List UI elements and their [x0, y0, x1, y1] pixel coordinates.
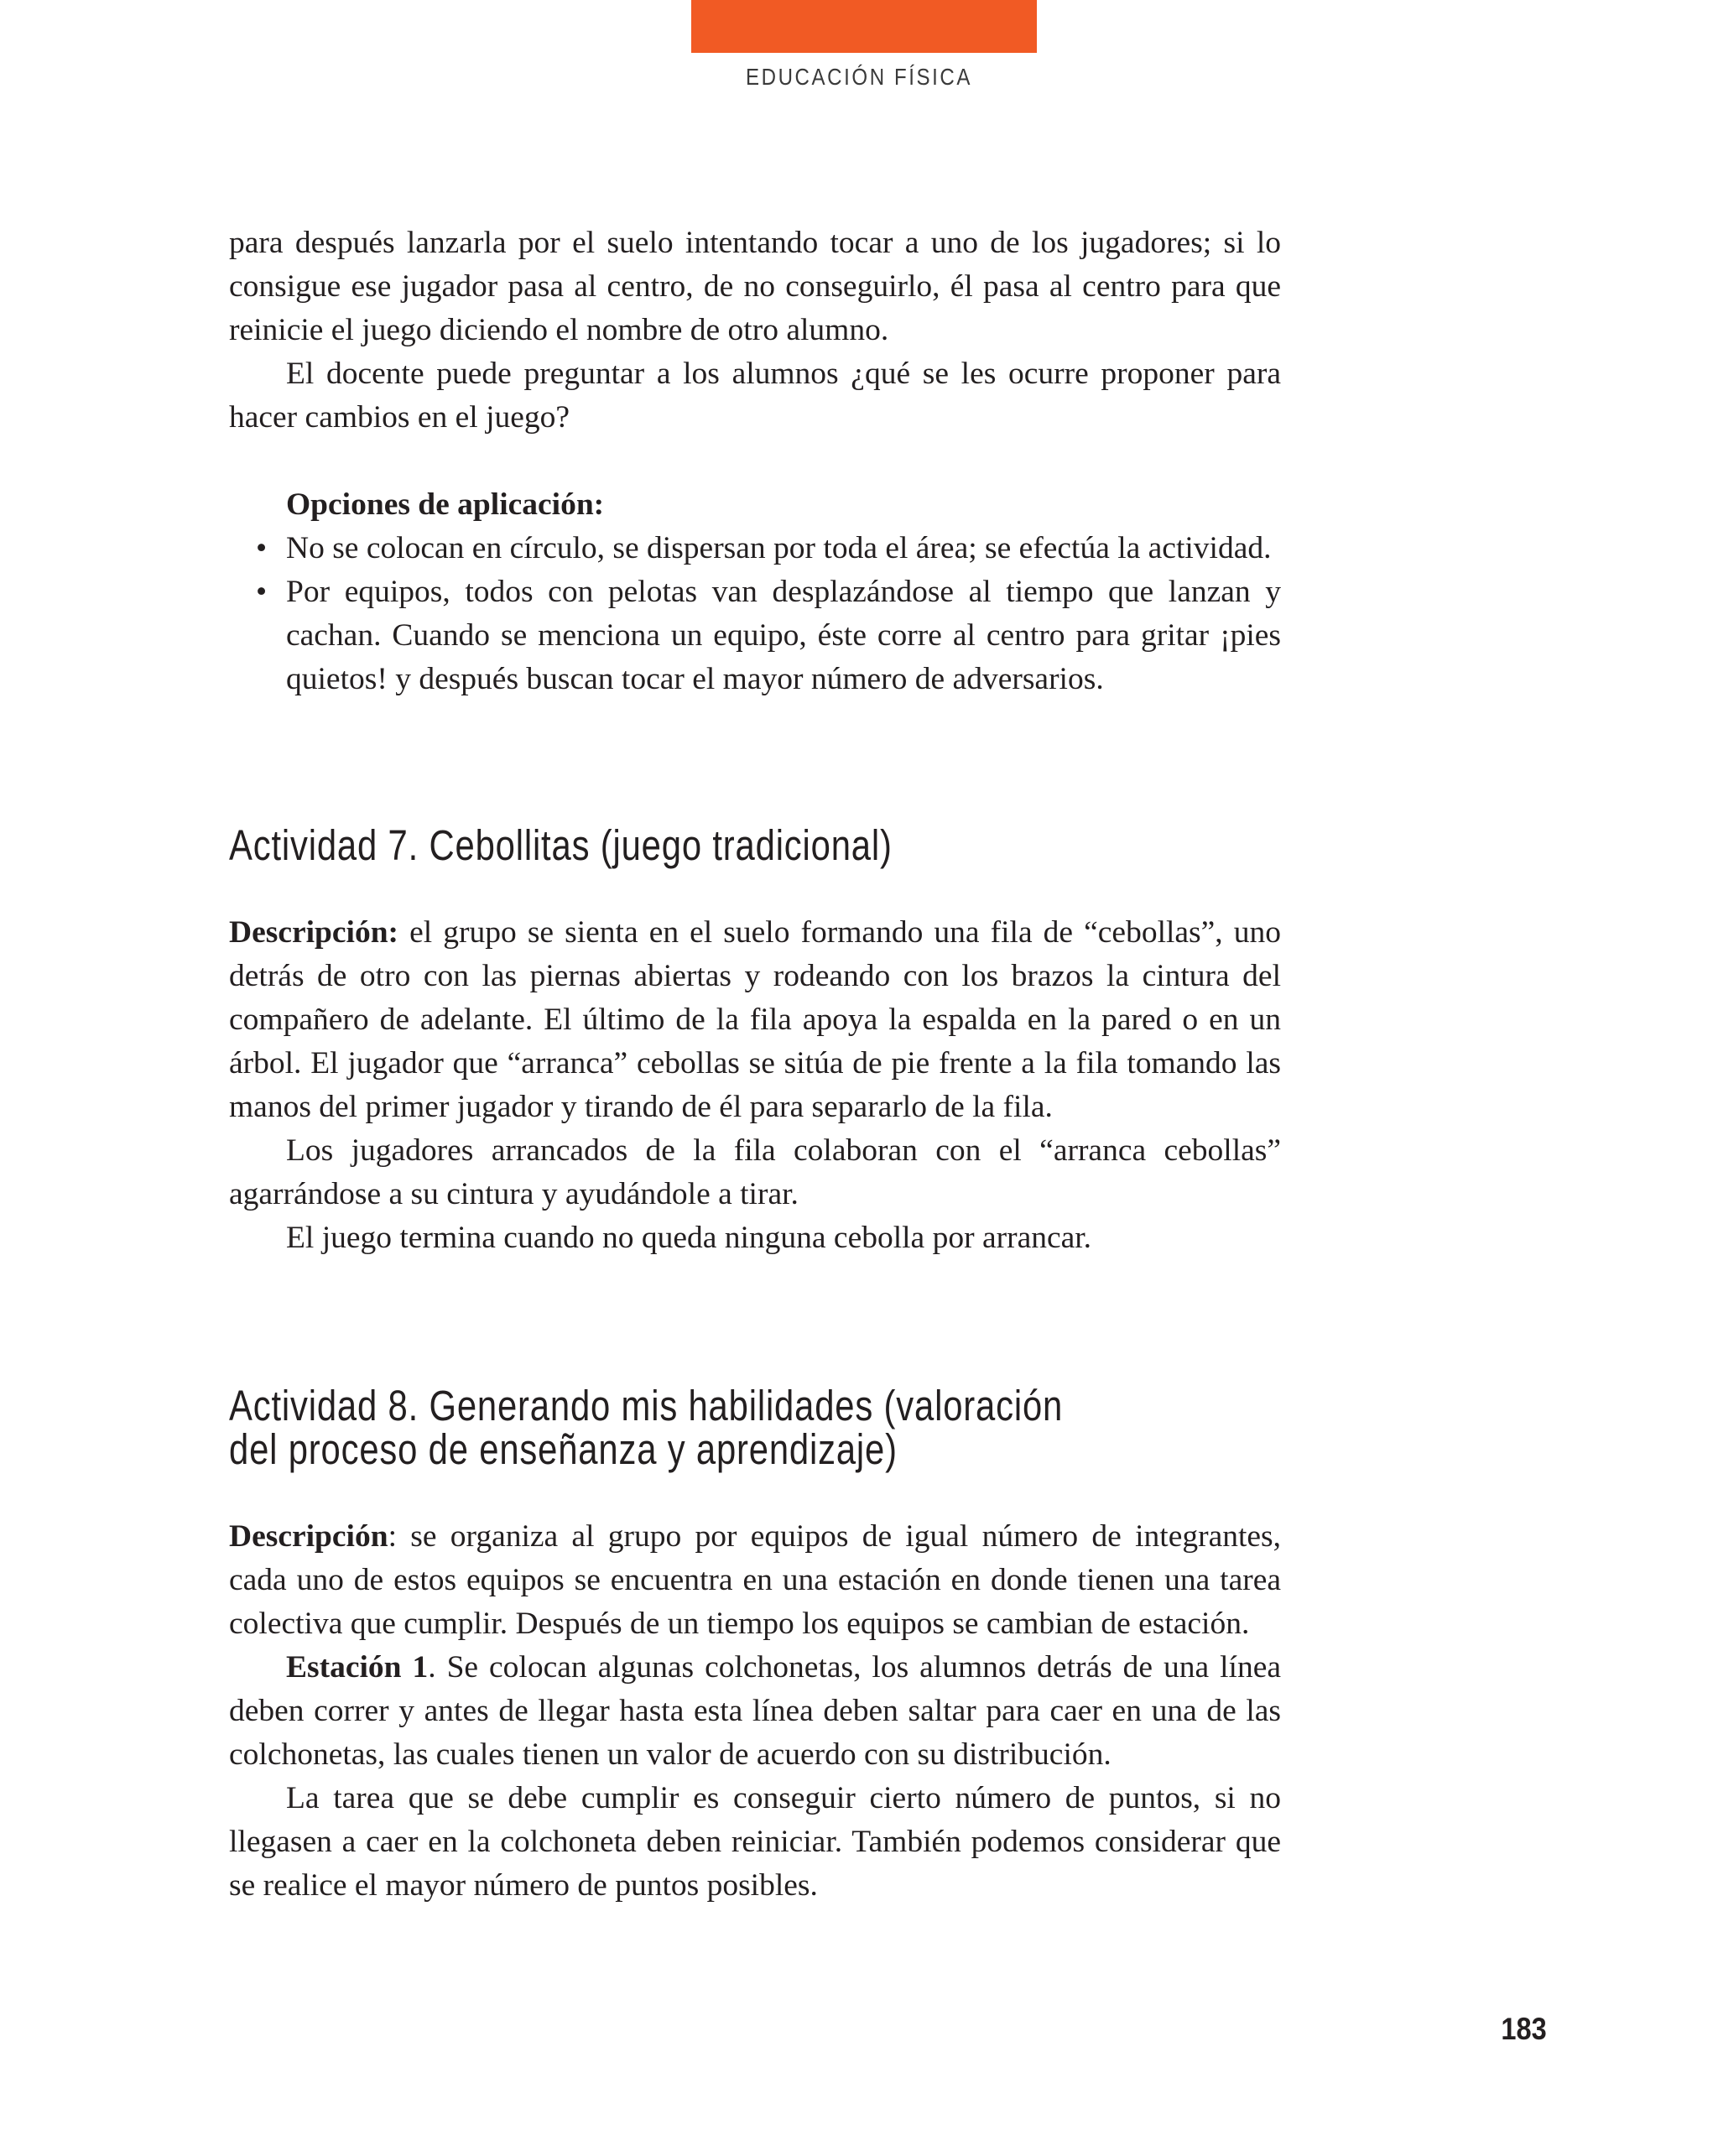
description-text: el grupo se sienta en el suelo formando una fila de “cebollas”, uno detrás de otro con las piernas abiertas y rodeando con los brazos la cintura del compañero de adelante. El último de la fila apoya la espalda en la pared o en un árbol. El jugador que “arranca” cebollas se sitúa de pie frente a la fila tomando las manos del primer jugador y tirando de él para separarlo de la fila. — [229, 915, 1281, 1124]
activity-8-station — [229, 1646, 1281, 1777]
activity-7-description — [229, 911, 1281, 1129]
list-item — [229, 527, 1281, 570]
list-item — [229, 570, 1281, 701]
page-body — [229, 221, 1281, 1908]
activity-7-heading: Actividad 7. Cebollitas (juego tradicional) — [229, 821, 893, 869]
activity-7-paragraph: Los jugadores arrancados de la fila colaboran con el “arranca cebollas” agarrándose a su cintura y ayudándole a tirar. — [229, 1133, 1281, 1211]
description-label: Descripción: — [229, 915, 399, 950]
station-label: Estación 1 — [286, 1650, 429, 1685]
activity-7-paragraph: El juego termina cuando no queda ninguna cebolla por arrancar. — [286, 1221, 1092, 1255]
activity-8-paragraph: La tarea que se debe cumplir es conseguir cierto número de puntos, si no llegasen a caer en la colchoneta deben reiniciar. También podemos considerar que se realice el mayor número de puntos posibles. — [229, 1781, 1281, 1903]
activity-8-heading — [229, 1384, 1261, 1471]
options-title: Opciones de aplicación: — [286, 487, 605, 522]
activity-8-description — [229, 1515, 1281, 1646]
list-item-text: No se colocan en círculo, se dispersan por toda el área; se efectúa la actividad. — [286, 531, 1272, 565]
header-accent-bar — [691, 0, 1037, 53]
running-header: EDUCACIÓN FÍSICA — [745, 64, 973, 90]
activity-8-heading-line: del proceso de enseñanza y aprendizaje) — [229, 1425, 898, 1473]
intro-paragraph: para después lanzarla por el suelo intentando tocar a uno de los jugadores; si lo consigue ese jugador pasa al centro, de no conseguirlo, él pasa al centro para que reinicie el juego diciendo el nombre de otro alumno. — [229, 226, 1281, 347]
page-number: 183 — [1501, 2012, 1547, 2046]
description-text: : se organiza al grupo por equipos de igual número de integrantes, cada uno de estos equipos se encuentra en una estación en donde tienen una tarea colectiva que cumplir. Después de un tiempo los equipos se cambian de estación. — [229, 1519, 1281, 1641]
description-label: Descripción — [229, 1519, 388, 1554]
options-list — [229, 527, 1281, 701]
bullet-icon: • — [256, 575, 268, 609]
activity-8-heading-line: Actividad 8. Generando mis habilidades (valoración — [229, 1382, 1064, 1430]
station-text: . Se colocan algunas colchonetas, los alumnos detrás de una línea deben correr y antes de llegar hasta esta línea deben saltar para caer en una de las colchonetas, las cuales tienen un valor de acuerdo con su distribución. — [229, 1650, 1282, 1772]
list-item-text: Por equipos, todos con pelotas van desplazándose al tiempo que lanzan y cachan. Cuando se menciona un equipo, éste corre al centro para gritar ¡pies quietos! y después buscan tocar el mayor número de adversarios. — [286, 575, 1281, 696]
bullet-icon: • — [256, 531, 268, 565]
intro-paragraph: El docente puede preguntar a los alumnos ¿qué se les ocurre proponer para hacer cambios en el juego? — [229, 357, 1281, 435]
